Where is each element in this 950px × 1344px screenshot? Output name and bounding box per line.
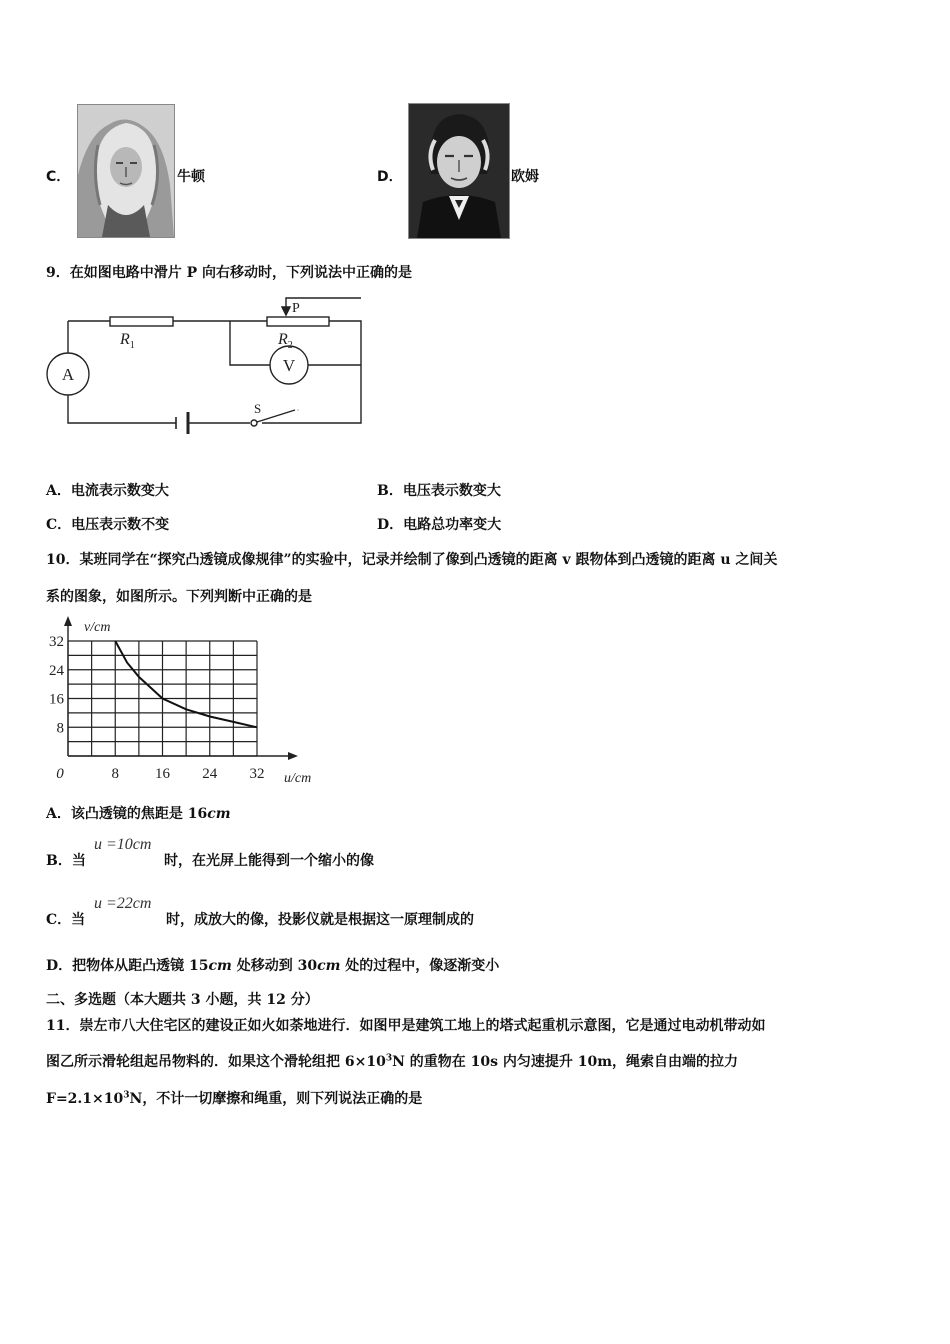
q11-line3 bbox=[46, 1088, 422, 1108]
option-d-label: 欧姆 bbox=[511, 169, 539, 185]
q10-option-a-unit: cm bbox=[207, 806, 231, 822]
switch-label: S bbox=[254, 401, 262, 416]
x-tick-label: 24 bbox=[202, 766, 218, 782]
option-c-letter: C． bbox=[46, 169, 71, 185]
q10-option-d-unit2: cm bbox=[317, 958, 341, 974]
y-axis-label: v/cm bbox=[84, 620, 111, 635]
x-tick-label: 8 bbox=[111, 766, 119, 782]
newton-portrait bbox=[77, 104, 175, 238]
q11-line2-pre: 图乙所示滑轮组起吊物料的．如果这个滑轮组把 6×10 bbox=[46, 1054, 386, 1070]
q10-option-d-part3: 处的过程中，像逐渐变小 bbox=[340, 958, 500, 974]
option-c-label: 牛顿 bbox=[177, 169, 205, 185]
x-tick-label: 16 bbox=[155, 766, 170, 782]
r1-label: $R_1$ bbox=[120, 331, 135, 351]
q9-option-c: C．电压表示数不变 bbox=[46, 517, 170, 533]
voltmeter-label: V bbox=[282, 356, 296, 375]
q11-line2-exp: 3 bbox=[385, 1053, 393, 1064]
q10-option-d-unit1: cm bbox=[208, 958, 232, 974]
y-tick-label: 8 bbox=[56, 720, 64, 737]
ammeter-label: A bbox=[61, 365, 75, 384]
section-2-heading: 二、多选题（本大题共 3 小题，共 12 分） bbox=[46, 992, 319, 1008]
q9-stem: 9．在如图电路中滑片 P 向右移动时，下列说法中正确的是 bbox=[46, 265, 413, 281]
q10-option-c-suffix: 时，成放大的像，投影仪就是根据这一原理制成的 bbox=[166, 912, 474, 928]
q11-line3-exp: 3 bbox=[123, 1090, 130, 1101]
q10-option-c-prefix: C．当 bbox=[46, 912, 86, 928]
q10-option-a-text: A．该凸透镜的焦距是 16 bbox=[46, 806, 208, 822]
q9-option-b: B．电压表示数变大 bbox=[377, 483, 501, 499]
q10-stem-line1: 10．某班同学在“探究凸透镜成像规律”的实验中，记录并绘制了像到凸透镜的距离 v 跟物体到凸透镜的距离 u 之间关 bbox=[46, 552, 778, 568]
q10-stem-line2: 系的图象，如图所示。下列判断中正确的是 bbox=[46, 589, 312, 605]
option-d-letter: D． bbox=[377, 169, 403, 185]
q10-option-c bbox=[46, 909, 85, 929]
q11-line3-post: N，不计一切摩擦和绳重，则下列说法正确的是 bbox=[129, 1091, 423, 1107]
q9-circuit-diagram bbox=[40, 292, 370, 438]
origin-label: 0 bbox=[56, 766, 64, 782]
q10-option-b-suffix: 时，在光屏上能得到一个缩小的像 bbox=[164, 853, 374, 869]
q10-option-c-math: u =22cm bbox=[94, 895, 152, 912]
q10-option-d-part2: 处移动到 30 bbox=[231, 958, 318, 974]
x-axis-arrow bbox=[288, 752, 298, 760]
ohm-portrait bbox=[408, 103, 510, 239]
q9-option-d: D．电路总功率变大 bbox=[377, 517, 502, 533]
q11-line3-pre: F=2.1×10 bbox=[46, 1091, 124, 1107]
q10-v-u-chart bbox=[40, 612, 330, 794]
q10-option-d-part1: D．把物体从距凸透镜 15 bbox=[46, 958, 209, 974]
y-axis-arrow bbox=[64, 616, 72, 626]
y-tick-label: 32 bbox=[49, 634, 64, 650]
q11-line2 bbox=[46, 1051, 738, 1071]
x-axis-label: u/cm bbox=[284, 771, 312, 786]
r2-label: $R_2$ bbox=[278, 331, 293, 351]
q10-option-b-prefix: B．当 bbox=[46, 853, 86, 869]
q10-option-d bbox=[46, 955, 499, 975]
x-tick-label: 32 bbox=[249, 766, 265, 782]
q10-option-a bbox=[46, 803, 231, 823]
q9-option-a: A．电流表示数变大 bbox=[46, 483, 169, 499]
q11-line1: 11．崇左市八大住宅区的建设正如火如荼地进行．如图甲是建筑工地上的塔式起重机示意图，它是通过电动机带动如 bbox=[46, 1018, 766, 1034]
q10-option-b bbox=[46, 850, 86, 870]
q11-line2-post: N 的重物在 10s 内匀速提升 10m，绳索自由端的拉力 bbox=[392, 1054, 739, 1070]
y-tick-label: 24 bbox=[49, 662, 64, 679]
y-tick-label: 16 bbox=[49, 691, 64, 708]
q10-option-b-math: u =10cm bbox=[94, 836, 152, 853]
slider-label: P bbox=[292, 301, 300, 316]
